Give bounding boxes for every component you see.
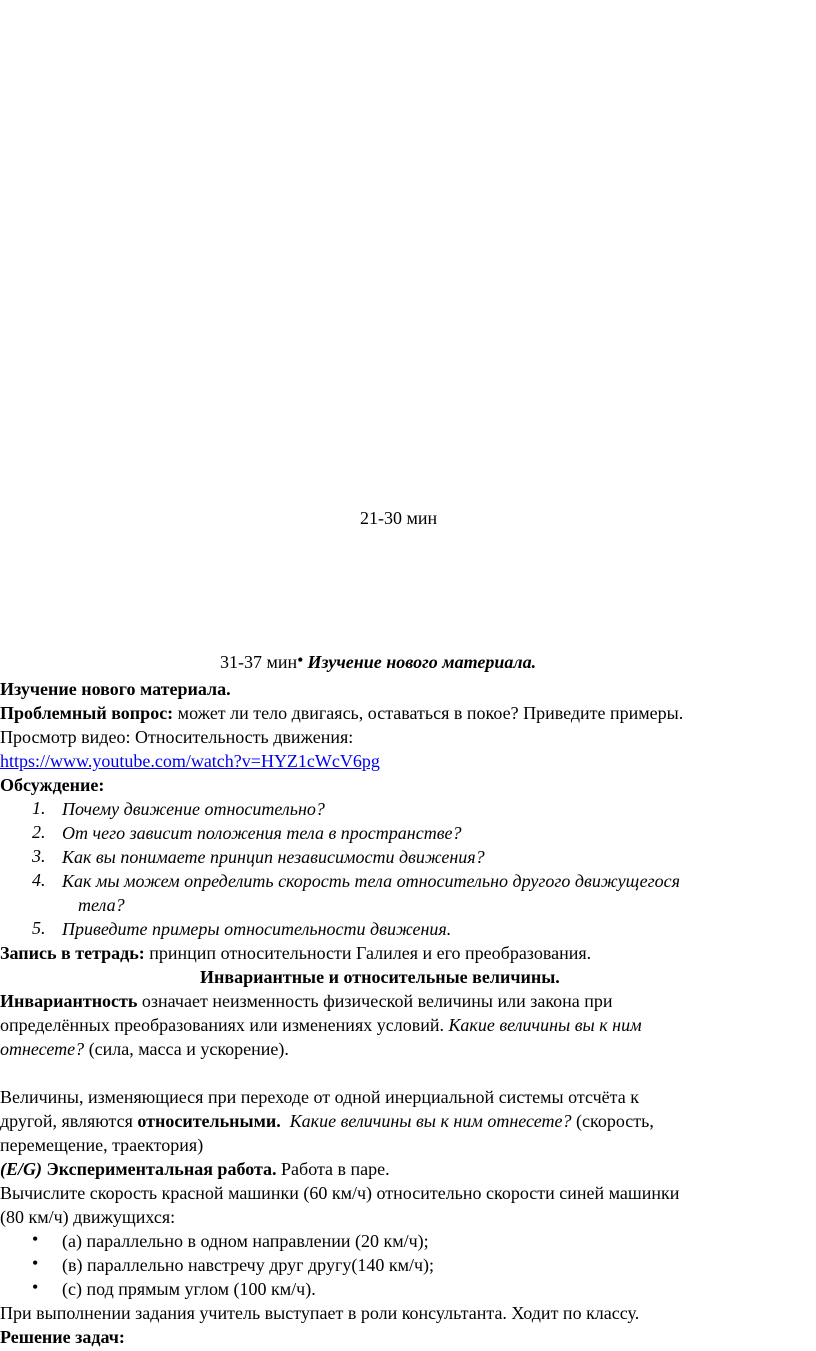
- invariance-line-3: [0, 1037, 289, 1061]
- relative-line-2: [0, 1109, 654, 1133]
- list-item-number: 5.: [32, 918, 46, 938]
- video-link[interactable]: https://www.youtube.com/watch?v=HYZ1cWcV6pg: [0, 751, 380, 771]
- list-item: Как мы можем определить скорость тела относительно другого движущегося: [62, 871, 680, 891]
- invariance-text: означает неизменность физической величины или закона при: [137, 991, 613, 1011]
- invariance-answer: (сила, масса и ускорение).: [84, 1039, 289, 1059]
- experiment-text: Работа в паре.: [276, 1159, 390, 1179]
- invariance-term: Инвариантность: [0, 991, 138, 1011]
- list-item-continuation: тела?: [78, 895, 125, 915]
- bullet-icon: •: [32, 1253, 39, 1273]
- experiment-label: Экспериментальная работа.: [42, 1159, 277, 1179]
- task-line-2: (80 км/ч) движущихся:: [0, 1207, 176, 1227]
- bullet-icon: •: [32, 1277, 39, 1297]
- section-title: Изучение нового материала.: [307, 652, 537, 672]
- bullet-icon: •: [32, 1229, 39, 1249]
- list-item: (в) параллельно навстречу друг другу(140 км/ч);: [62, 1255, 435, 1275]
- task-line-1: Вычислите скорость красной машинки (60 км/ч) относительно скорости синей машинки: [0, 1183, 680, 1203]
- list-item: (а) параллельно в одном направлении (20 км/ч);: [62, 1231, 429, 1251]
- teacher-note: При выполнении задания учитель выступает в роли консультанта. Ходит по классу.: [0, 1303, 640, 1323]
- list-item: Как вы понимаете принцип независимости движения?: [62, 847, 485, 867]
- time-label-31-37: 31-37 мин: [220, 652, 298, 672]
- list-item: Приведите примеры относительности движения.: [62, 919, 452, 939]
- relative-answer: (скорость,: [571, 1111, 654, 1131]
- relative-term: относительными.: [137, 1111, 281, 1131]
- experiment-tag: (E/G): [0, 1159, 42, 1179]
- invariant-heading: Инвариантные и относительные величины.: [200, 967, 560, 987]
- list-item-number: 3.: [32, 846, 46, 866]
- problem-label: Проблемный вопрос:: [0, 703, 174, 723]
- discussion-label: Обсуждение:: [0, 775, 105, 795]
- list-item: От чего зависит положения тела в пространстве?: [62, 823, 462, 843]
- time-label-21-30: 21-30 мин: [360, 508, 438, 528]
- list-item-number: 4.: [32, 870, 46, 890]
- list-item: (с) под прямым углом (100 км/ч).: [62, 1279, 316, 1299]
- list-item: Почему движение относительно?: [62, 799, 325, 819]
- time-section-row: [220, 652, 536, 673]
- problem-question: [0, 701, 683, 725]
- invariance-text: определённых преобразованиях или изменениях условий.: [0, 1015, 449, 1035]
- list-item-number: 2.: [32, 822, 46, 842]
- invariance-question: отнесете?: [0, 1039, 85, 1059]
- invariance-question: Какие величины вы к ним: [448, 1015, 642, 1035]
- video-link-row: [0, 749, 380, 773]
- solving-heading: Решение задач:: [0, 1327, 125, 1347]
- invariance-line-2: [0, 1013, 642, 1037]
- notebook-entry: [0, 941, 591, 965]
- experiment-heading: [0, 1157, 390, 1181]
- notebook-text: принцип относительности Галилея и его преобразования.: [144, 943, 592, 963]
- bullet-icon: •: [297, 650, 304, 670]
- section-heading: Изучение нового материала.: [0, 679, 231, 699]
- relative-text: другой, являются: [0, 1111, 138, 1131]
- relative-line-3: перемещение, траектория): [0, 1135, 204, 1155]
- list-item-number: 1.: [32, 798, 46, 818]
- problem-text: может ли тело двигаясь, оставаться в покое? Приведите примеры.: [173, 703, 684, 723]
- relative-question: Какие величины вы к ним отнесете?: [280, 1111, 572, 1131]
- notebook-label: Запись в тетрадь:: [0, 943, 145, 963]
- invariance-line-1: [0, 989, 613, 1013]
- video-label: Просмотр видео: Относительность движения:: [0, 727, 354, 747]
- relative-line-1: Величины, изменяющиеся при переходе от одной инерциальной системы отсчёта к: [0, 1087, 639, 1107]
